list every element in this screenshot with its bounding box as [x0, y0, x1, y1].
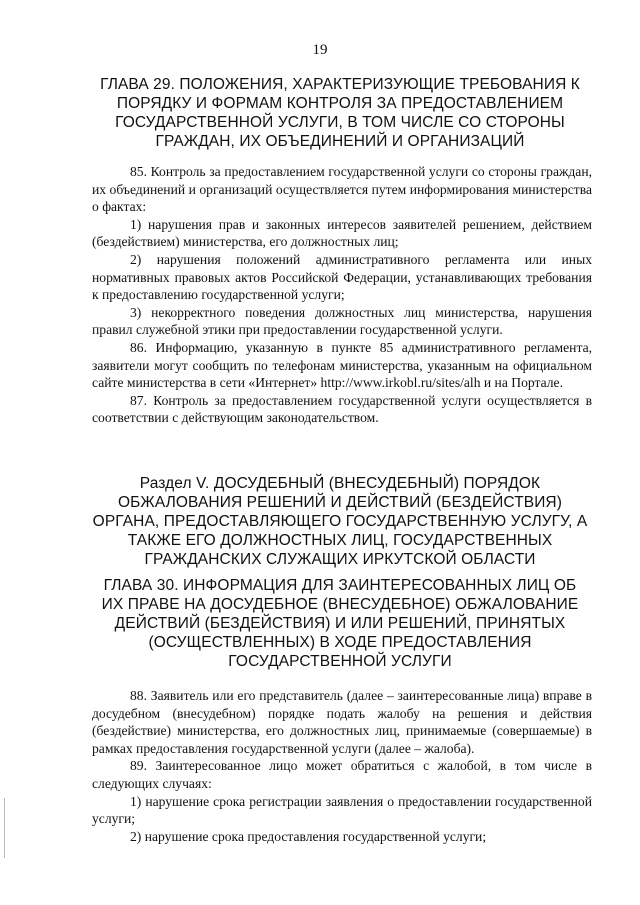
- heading-line: ОРГАНА, ПРЕДОСТАВЛЯЮЩЕГО ГОСУДАРСТВЕННУЮ УСЛУГУ, А: [92, 513, 588, 530]
- paragraph-89: 89. Заинтересованное лицо может обратиться с жалобой, в том числе в следующих случаях:: [92, 758, 592, 791]
- heading-line: (ОСУЩЕСТВЛЕННЫХ) В ХОДЕ ПРЕДОСТАВЛЕНИЯ: [148, 634, 532, 651]
- heading-line: ОБЖАЛОВАНИЯ РЕШЕНИЙ И ДЕЙСТВИЙ (БЕЗДЕЙСТВИЯ): [118, 494, 562, 511]
- scan-edge-mark: [4, 798, 5, 858]
- paragraph-88: 88. Заявитель или его представитель (далее – заинтересованные лица) вправе в досудебном (внесудебном) порядке подать жалобу на решения и действия (бездействие) министерства, его должностных лиц, принимаемые (совершаемые) в рамках предоставления государственной услуги (далее – жалоба).: [92, 688, 592, 756]
- heading-line: ТАКЖЕ ЕГО ДОЛЖНОСТНЫХ ЛИЦ, ГОСУДАРСТВЕННЫХ: [127, 532, 553, 549]
- chapter-29-heading: [90, 75, 590, 151]
- heading-line: ГОСУДАРСТВЕННОЙ УСЛУГИ, В ТОМ ЧИСЛЕ СО СТОРОНЫ: [115, 114, 565, 131]
- list-item: 1) нарушение срока регистрации заявления о предоставлении государственной услуги;: [92, 793, 592, 827]
- list-item: 3) некорректного поведения должностных лиц министерства, нарушения правил служебной этики при предоставлении государственной услуги.: [92, 304, 592, 338]
- heading-line: ГРАЖДАН, ИХ ОБЪЕДИНЕНИЙ И ОРГАНИЗАЦИЙ: [155, 133, 525, 150]
- paragraph-85: 85. Контроль за предоставлением государственной услуги со стороны граждан, их объединений и организаций осуществляется путем информирования министерства о фактах:: [92, 164, 592, 215]
- list-item: 2) нарушения положений административного регламента или иных нормативных правовых актов Российской Федерации, устанавливающих требования к предоставлению государственной услуги;: [92, 251, 592, 303]
- heading-line: ГРАЖДАНСКИХ СЛУЖАЩИХ ИРКУТСКОЙ ОБЛАСТИ: [144, 551, 536, 568]
- heading-line: ГЛАВА 30. ИНФОРМАЦИЯ ДЛЯ ЗАИНТЕРЕСОВАННЫХ ЛИЦ ОБ: [103, 577, 577, 594]
- heading-line: ДЕЙСТВИЙ (БЕЗДЕЙСТВИЯ) И ИЛИ РЕШЕНИЙ, ПРИНЯТЫХ: [114, 615, 566, 632]
- heading-line: ГОСУДАРСТВЕННОЙ УСЛУГИ: [228, 653, 452, 670]
- heading-line: ПОРЯДКУ И ФОРМАМ КОНТРОЛЯ ЗА ПРЕДОСТАВЛЕНИЕМ: [116, 95, 564, 112]
- heading-line: Раздел V. ДОСУДЕБНЫЙ (ВНЕСУДЕБНЫЙ) ПОРЯДОК: [139, 475, 541, 492]
- body-text-block-2: [92, 687, 592, 845]
- page-number: 19: [312, 42, 328, 58]
- section-5-heading: [90, 474, 590, 569]
- heading-line: ГЛАВА 29. ПОЛОЖЕНИЯ, ХАРАКТЕРИЗУЮЩИЕ ТРЕБОВАНИЯ К: [100, 76, 580, 93]
- heading-line: ИХ ПРАВЕ НА ДОСУДЕБНОЕ (ВНЕСУДЕБНОЕ) ОБЖАЛОВАНИЕ: [101, 596, 579, 613]
- paragraph-86: 86. Информацию, указанную в пункте 85 административного регламента, заявители могут сообщить по телефонам министерства, указанным на официальном сайте министерства в сети «Интернет» http://www.irkobl.ru/sites/alh и на Портале.: [92, 339, 592, 391]
- list-item: 1) нарушения прав и законных интересов заявителей решением, действием (бездействием) министерства, его должностных лиц;: [92, 216, 592, 250]
- list-item: 2) нарушение срока предоставления государственной услуги;: [130, 828, 487, 844]
- paragraph-87: 87. Контроль за предоставлением государственной услуги осуществляется в соответствии с действующим законодательством.: [92, 392, 592, 426]
- body-text-block-1: [92, 163, 592, 427]
- chapter-30-heading: [90, 576, 590, 671]
